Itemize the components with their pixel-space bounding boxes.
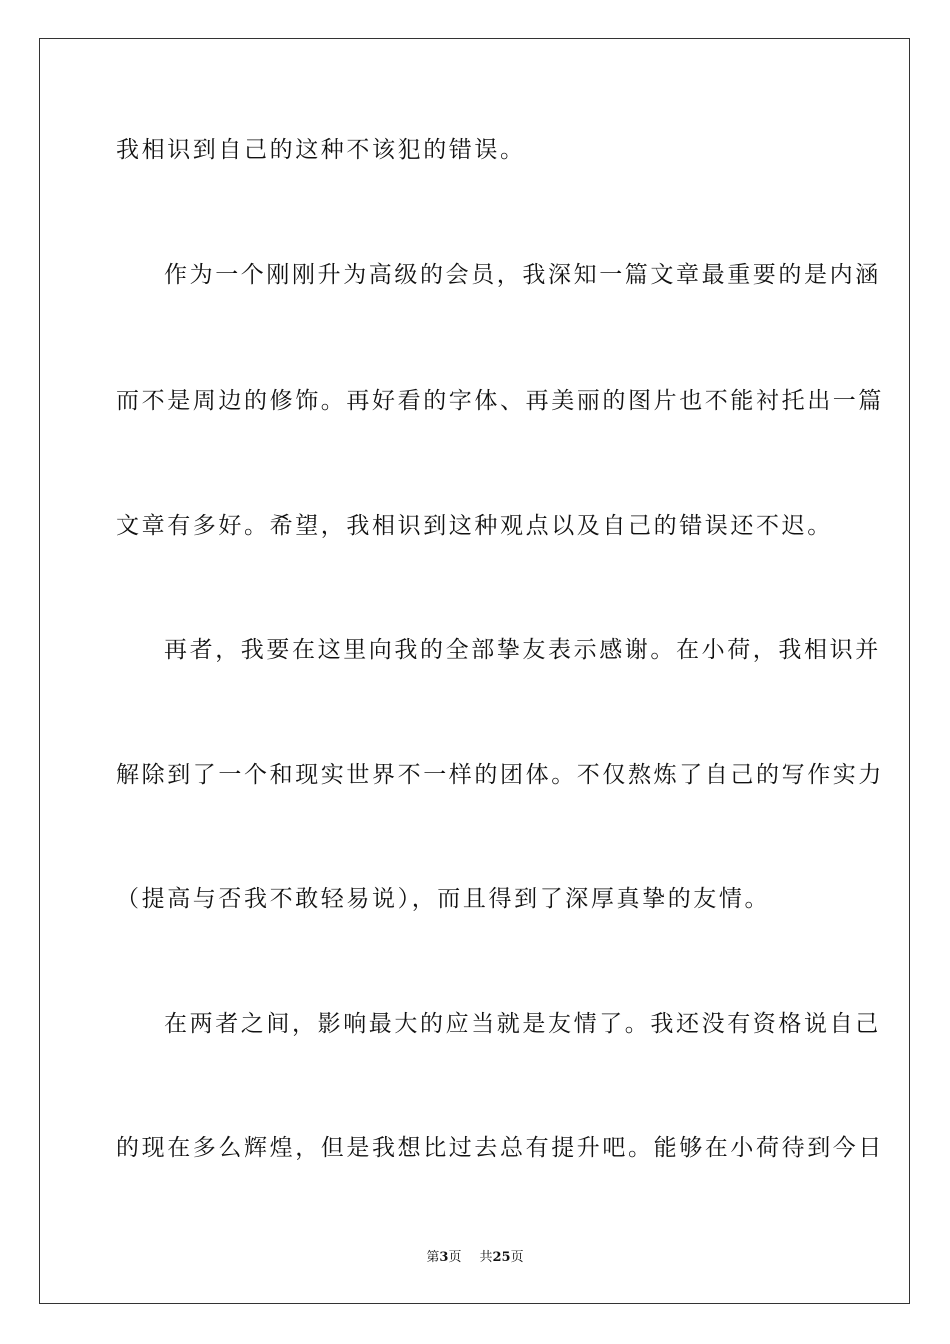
total-prefix: 共 — [479, 1250, 493, 1265]
page-suffix: 页 — [448, 1250, 462, 1265]
page-prefix: 第 — [426, 1250, 440, 1265]
text-line-4: 文章有多好。希望，我相识到这种观点以及自己的错误还不迟。 — [116, 513, 833, 539]
text-line-2: 作为一个刚刚升为高级的会员，我深知一篇文章最重要的是内涵 — [164, 262, 881, 288]
text-line-7: （提高与否我不敢轻易说），而且得到了深厚真挚的友情。 — [116, 886, 771, 912]
text-line-5: 再者，我要在这里向我的全部挚友表示感谢。在小荷，我相识并 — [164, 637, 881, 663]
page-footer — [0, 1246, 950, 1265]
text-line-6: 解除到了一个和现实世界不一样的团体。不仅熬炼了自己的写作实力 — [116, 762, 884, 788]
text-line-8: 在两者之间，影响最大的应当就是友情了。我还没有资格说自己 — [164, 1011, 881, 1037]
total-suffix: 页 — [510, 1250, 524, 1265]
text-line-1: 我相识到自己的这种不该犯的错误。 — [116, 137, 526, 163]
total-pages: 25 — [492, 1250, 511, 1265]
text-line-9: 的现在多么辉煌，但是我想比过去总有提升吧。能够在小荷待到今日 — [116, 1135, 884, 1161]
page-frame — [39, 38, 910, 1304]
text-line-3: 而不是周边的修饰。再好看的字体、再美丽的图片也不能衬托出一篇 — [116, 388, 884, 414]
page-number: 3 — [439, 1250, 449, 1265]
